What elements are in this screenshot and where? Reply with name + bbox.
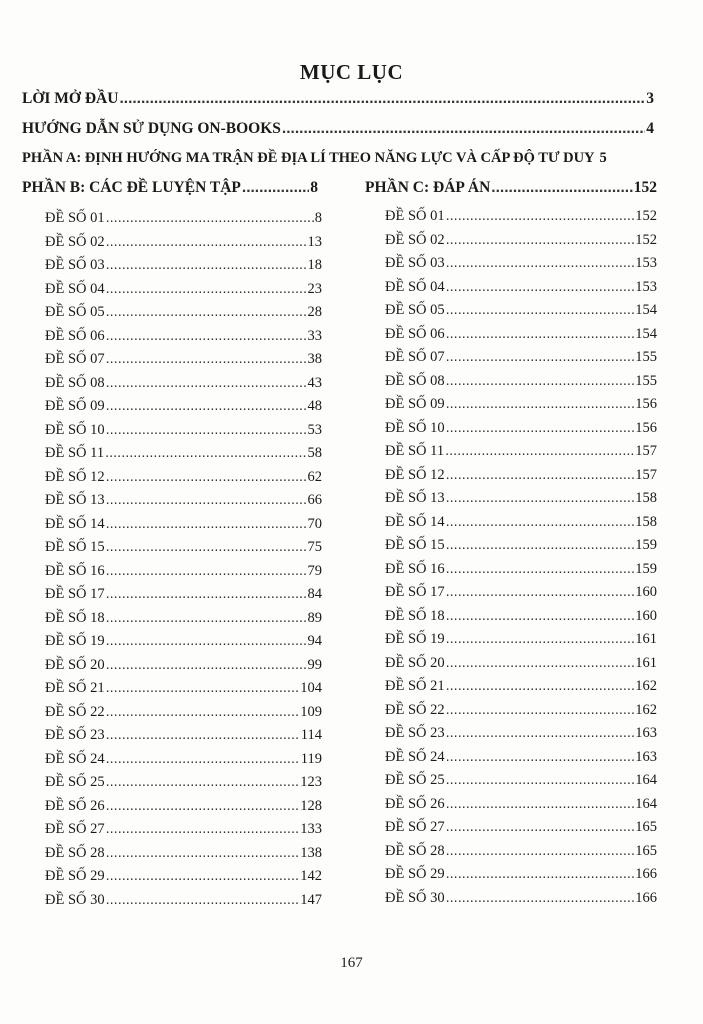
dot-leader	[106, 375, 307, 391]
toc-sub-entry-page: 162	[635, 701, 657, 718]
toc-sub-entry[interactable]	[45, 586, 322, 603]
toc-sub-entry[interactable]	[385, 796, 657, 813]
toc-sub-entry-label: ĐỀ SỐ 09	[45, 398, 105, 414]
toc-sub-entry-page: 158	[635, 513, 657, 530]
toc-sub-entry-page: 8	[314, 210, 322, 226]
toc-sub-entry-label: ĐỀ SỐ 24	[385, 748, 445, 765]
toc-sub-entry[interactable]	[385, 255, 657, 272]
toc-sub-entry[interactable]	[385, 725, 657, 742]
dot-leader	[446, 725, 635, 741]
toc-sub-entry-label: ĐỀ SỐ 26	[385, 795, 445, 812]
toc-entry-page: 8	[310, 179, 318, 196]
toc-sub-entry[interactable]	[45, 257, 322, 274]
dot-leader	[106, 469, 307, 485]
toc-entry-part-a[interactable]	[22, 150, 672, 167]
toc-sub-entry-page: 62	[307, 468, 322, 485]
toc-sub-entry-page: 13	[307, 233, 322, 250]
toc-sub-entry-label: ĐỀ SỐ 03	[385, 255, 445, 271]
toc-sub-entry[interactable]	[45, 798, 322, 815]
toc-sub-entry-page: 84	[307, 586, 322, 602]
dot-leader	[282, 120, 645, 138]
dot-leader	[446, 349, 635, 365]
toc-sub-entry-label: ĐỀ SỐ 08	[45, 374, 105, 391]
toc-sub-entry[interactable]	[385, 373, 657, 390]
toc-sub-entry[interactable]	[385, 631, 657, 648]
toc-sub-entry-label: ĐỀ SỐ 12	[45, 468, 105, 485]
dot-leader	[446, 819, 635, 835]
toc-entry-label: LỜI MỞ ĐẦU	[22, 90, 119, 107]
toc-sub-entry[interactable]	[385, 749, 657, 766]
toc-sub-entry-label: ĐỀ SỐ 19	[45, 633, 105, 649]
toc-sub-entry-label: ĐỀ SỐ 14	[45, 515, 105, 532]
dot-leader	[106, 492, 307, 508]
dot-leader	[106, 281, 307, 297]
toc-sub-entry-label: ĐỀ SỐ 28	[385, 842, 445, 859]
toc-sub-entry-page: 119	[300, 750, 322, 767]
toc-sub-entry[interactable]	[385, 326, 657, 343]
toc-sub-entry[interactable]	[45, 445, 322, 462]
toc-sub-entry-page: 28	[307, 304, 322, 320]
dot-leader	[446, 208, 635, 224]
toc-sub-entry[interactable]	[45, 398, 322, 415]
dot-leader	[106, 868, 300, 884]
toc-sub-entry-label: ĐỀ SỐ 15	[385, 537, 445, 553]
toc-sub-entry-page: 166	[635, 866, 657, 882]
toc-sub-entry-label: ĐỀ SỐ 12	[385, 466, 445, 483]
dot-leader	[446, 749, 635, 765]
toc-sub-entry-page: 33	[307, 327, 322, 344]
dot-leader	[446, 302, 635, 318]
toc-sub-entry[interactable]	[45, 751, 322, 768]
toc-sub-entry[interactable]	[385, 490, 657, 507]
toc-sub-entry[interactable]	[45, 234, 322, 251]
toc-sub-entry-page: 94	[307, 633, 322, 649]
dot-leader	[106, 351, 307, 367]
toc-sub-entry-page: 157	[635, 443, 657, 459]
toc-sub-entry[interactable]	[45, 892, 322, 909]
toc-sub-entry-label: ĐỀ SỐ 19	[385, 631, 445, 647]
dot-leader	[106, 680, 300, 696]
toc-sub-entry-page: 142	[300, 868, 322, 884]
dot-leader	[106, 516, 307, 532]
toc-sub-entry-label: ĐỀ SỐ 24	[45, 750, 105, 767]
toc-sub-entry[interactable]	[45, 610, 322, 627]
toc-entry-page: 5	[599, 150, 607, 166]
toc-sub-entry-label: ĐỀ SỐ 04	[385, 278, 445, 295]
toc-sub-entry[interactable]	[45, 633, 322, 650]
toc-sub-entry-label: ĐỀ SỐ 26	[45, 797, 105, 814]
dot-leader	[446, 866, 635, 882]
toc-sub-entry[interactable]	[385, 396, 657, 413]
toc-sub-entry-label: ĐỀ SỐ 02	[385, 231, 445, 248]
toc-sub-entry[interactable]	[385, 702, 657, 719]
toc-sub-entry-page: 161	[635, 654, 657, 671]
toc-entry-page: 4	[646, 120, 654, 137]
toc-sub-entry-page: 163	[635, 748, 657, 765]
toc-sub-entry-label: ĐỀ SỐ 20	[45, 656, 105, 673]
toc-sub-entry[interactable]	[385, 467, 657, 484]
toc-sub-entry-label: ĐỀ SỐ 23	[45, 727, 105, 743]
toc-sub-entry[interactable]	[385, 279, 657, 296]
toc-sub-entry[interactable]	[45, 469, 322, 486]
dot-leader	[446, 655, 635, 671]
toc-sub-entry-page: 159	[635, 560, 657, 577]
dot-leader	[106, 563, 307, 579]
toc-sub-entry-label: ĐỀ SỐ 18	[45, 609, 105, 626]
toc-sub-entry-label: ĐỀ SỐ 05	[45, 304, 105, 320]
dot-leader	[446, 772, 635, 788]
dot-leader	[106, 633, 307, 649]
dot-leader	[106, 727, 300, 743]
toc-sub-entry-page: 43	[307, 374, 322, 391]
toc-entry-page: 152	[633, 179, 657, 196]
dot-leader	[446, 584, 635, 600]
toc-sub-entry[interactable]	[385, 349, 657, 366]
dot-leader	[446, 678, 635, 694]
toc-sub-entry-page: 153	[635, 278, 657, 295]
toc-sub-entry-page: 114	[300, 727, 322, 743]
dot-leader	[446, 373, 635, 389]
toc-sub-entry[interactable]	[385, 655, 657, 672]
dot-leader	[242, 179, 309, 197]
dot-leader	[106, 210, 314, 226]
toc-sub-entry-label: ĐỀ SỐ 16	[385, 560, 445, 577]
dot-leader	[106, 234, 307, 250]
toc-sub-entry[interactable]	[385, 584, 657, 601]
toc-sub-entry-page: 89	[307, 609, 322, 626]
toc-sub-entry-page: 166	[635, 889, 657, 906]
dot-leader	[106, 774, 300, 790]
toc-entry-part-b[interactable]	[22, 179, 318, 197]
toc-sub-entry[interactable]	[45, 845, 322, 862]
dot-leader	[446, 490, 635, 506]
dot-leader	[106, 422, 307, 438]
toc-sub-entry-page: 53	[307, 421, 322, 438]
dot-leader	[106, 398, 307, 414]
toc-sub-entry-label: ĐỀ SỐ 10	[385, 419, 445, 436]
toc-sub-entry-page: 154	[635, 302, 657, 318]
toc-sub-entry-page: 138	[300, 844, 322, 861]
dot-leader	[446, 608, 635, 624]
toc-sub-entry-page: 18	[307, 257, 322, 273]
toc-sub-entry-page: 164	[635, 795, 657, 812]
toc-sub-entry-label: ĐỀ SỐ 03	[45, 257, 105, 273]
toc-sub-entry-label: ĐỀ SỐ 04	[45, 280, 105, 297]
toc-entry-intro[interactable]	[22, 90, 654, 108]
dot-leader	[106, 657, 307, 673]
toc-sub-entry-label: ĐỀ SỐ 11	[45, 445, 105, 461]
toc-sub-entry-page: 133	[300, 821, 322, 837]
dot-leader	[106, 586, 307, 602]
toc-sub-entry-label: ĐỀ SỐ 20	[385, 654, 445, 671]
toc-sub-entry-page: 152	[635, 208, 657, 224]
page-title: MỤC LỤC	[299, 60, 404, 84]
dot-leader	[119, 90, 645, 108]
dot-leader	[106, 704, 300, 720]
toc-sub-entry[interactable]	[45, 868, 322, 885]
toc-sub-entry-page: 157	[635, 466, 657, 483]
toc-sub-entry-label: ĐỀ SỐ 02	[45, 233, 105, 250]
toc-sub-entry[interactable]	[45, 680, 322, 697]
toc-sub-entry-label: ĐỀ SỐ 17	[45, 586, 105, 602]
toc-sub-entry[interactable]	[385, 537, 657, 554]
toc-sub-entry-label: ĐỀ SỐ 07	[385, 349, 445, 365]
toc-sub-entry-label: ĐỀ SỐ 29	[385, 866, 445, 882]
toc-sub-entry-label: ĐỀ SỐ 10	[45, 421, 105, 438]
toc-sub-entry-label: ĐỀ SỐ 21	[45, 680, 105, 696]
toc-sub-entry-label: ĐỀ SỐ 25	[45, 774, 105, 790]
dot-leader	[446, 255, 635, 271]
toc-sub-entry[interactable]	[45, 774, 322, 791]
toc-sub-entry-label: ĐỀ SỐ 25	[385, 772, 445, 788]
toc-sub-entry[interactable]	[45, 539, 322, 556]
toc-sub-entry[interactable]	[45, 563, 322, 580]
toc-entry-guide[interactable]	[22, 120, 654, 138]
toc-sub-entry-label: ĐỀ SỐ 15	[45, 539, 105, 555]
toc-sub-entry-page: 48	[307, 398, 322, 414]
toc-sub-entry[interactable]	[45, 492, 322, 509]
toc-entry-label: PHẦN B: CÁC ĐỀ LUYỆN TẬP	[22, 179, 241, 196]
toc-sub-entry-page: 163	[635, 725, 657, 741]
toc-sub-entry-label: ĐỀ SỐ 30	[385, 889, 445, 906]
toc-sub-entry-label: ĐỀ SỐ 22	[385, 701, 445, 718]
dot-leader	[106, 845, 300, 861]
toc-sub-entry[interactable]	[385, 232, 657, 249]
dot-leader	[446, 796, 635, 812]
toc-sub-entry-label: ĐỀ SỐ 17	[385, 584, 445, 600]
dot-leader	[445, 443, 634, 459]
toc-sub-entry-page: 79	[307, 562, 322, 579]
toc-entry-label: HƯỚNG DẪN SỬ DỤNG ON-BOOKS	[22, 120, 281, 137]
dot-leader	[106, 821, 300, 837]
dot-leader	[446, 890, 635, 906]
toc-sub-entry-page: 153	[635, 255, 657, 271]
dot-leader	[446, 702, 635, 718]
dot-leader	[106, 610, 307, 626]
toc-entry-page: 3	[646, 90, 654, 107]
toc-sub-entry-label: ĐỀ SỐ 29	[45, 868, 105, 884]
dot-leader	[106, 328, 307, 344]
toc-sub-entry[interactable]	[385, 890, 657, 907]
toc-sub-entry-label: ĐỀ SỐ 13	[385, 490, 445, 506]
dot-leader	[446, 467, 635, 483]
toc-sub-entry-label: ĐỀ SỐ 30	[45, 891, 105, 908]
dot-leader	[106, 798, 300, 814]
toc-sub-entry-page: 159	[635, 537, 657, 553]
toc-sub-entry-page: 58	[307, 445, 322, 461]
toc-sub-entry-label: ĐỀ SỐ 09	[385, 396, 445, 412]
toc-sub-entry-label: ĐỀ SỐ 22	[45, 703, 105, 720]
toc-sub-entry-page: 162	[635, 678, 657, 694]
toc-sub-entry-label: ĐỀ SỐ 28	[45, 844, 105, 861]
toc-entry-label: PHẦN A: ĐỊNH HƯỚNG MA TRẬN ĐỀ ĐỊA LÍ THEO NĂNG LỰC VÀ CẤP ĐỘ TƯ DUY	[22, 150, 595, 166]
toc-sub-entry[interactable]	[385, 514, 657, 531]
dot-leader	[106, 539, 307, 555]
toc-sub-entry[interactable]	[385, 443, 657, 460]
toc-sub-entry[interactable]	[385, 819, 657, 836]
toc-sub-entry-page: 161	[635, 631, 657, 647]
toc-sub-entry[interactable]	[385, 208, 657, 225]
dot-leader	[106, 892, 300, 908]
toc-sub-entry-label: ĐỀ SỐ 06	[385, 325, 445, 342]
dot-leader	[106, 257, 307, 273]
dot-leader	[446, 561, 635, 577]
toc-sub-entry-label: ĐỀ SỐ 27	[45, 821, 105, 837]
toc-sub-entry[interactable]	[385, 843, 657, 860]
toc-sub-entry-label: ĐỀ SỐ 11	[385, 443, 445, 459]
toc-sub-entry[interactable]	[45, 422, 322, 439]
toc-sub-entry-label: ĐỀ SỐ 21	[385, 678, 445, 694]
toc-sub-entry-page: 164	[635, 772, 657, 788]
toc-sub-entry-label: ĐỀ SỐ 05	[385, 302, 445, 318]
toc-sub-entry-label: ĐỀ SỐ 18	[385, 607, 445, 624]
toc-sub-entry[interactable]	[45, 210, 322, 227]
toc-sub-entry-page: 23	[307, 280, 322, 297]
toc-sub-entry-page: 165	[635, 842, 657, 859]
dot-leader	[446, 537, 635, 553]
dot-leader	[446, 514, 635, 530]
toc-sub-entry-page: 128	[300, 797, 322, 814]
toc-sub-entry[interactable]	[385, 420, 657, 437]
toc-sub-entry[interactable]	[45, 727, 322, 744]
toc-sub-entry-page: 156	[635, 419, 657, 436]
toc-sub-entry-page: 123	[300, 774, 322, 790]
toc-sub-entry[interactable]	[385, 772, 657, 789]
toc-sub-entry[interactable]	[45, 328, 322, 345]
toc-sub-entry[interactable]	[45, 657, 322, 674]
dot-leader	[446, 326, 635, 342]
toc-sub-entry-label: ĐỀ SỐ 27	[385, 819, 445, 835]
dot-leader	[446, 420, 635, 436]
toc-sub-entry-page: 152	[635, 231, 657, 248]
toc-sub-entry-label: ĐỀ SỐ 01	[385, 208, 445, 224]
toc-sub-entry[interactable]	[385, 608, 657, 625]
dot-leader	[106, 304, 307, 320]
toc-sub-entry-page: 99	[307, 656, 322, 673]
toc-sub-entry-page: 70	[307, 515, 322, 532]
toc-sub-entry-page: 66	[307, 492, 322, 508]
toc-sub-entry-page: 109	[300, 703, 322, 720]
toc-sub-entry[interactable]	[45, 516, 322, 533]
toc-sub-entry-page: 155	[635, 349, 657, 365]
toc-sub-entry-page: 160	[635, 584, 657, 600]
toc-sub-entry-page: 104	[300, 680, 322, 696]
toc-sub-entry-label: ĐỀ SỐ 08	[385, 372, 445, 389]
toc-sub-entry[interactable]	[385, 302, 657, 319]
dot-leader	[446, 631, 635, 647]
toc-sub-entry[interactable]	[45, 281, 322, 298]
toc-sub-entry[interactable]	[385, 866, 657, 883]
toc-sub-entry[interactable]	[45, 351, 322, 368]
toc-sub-entry-label: ĐỀ SỐ 06	[45, 327, 105, 344]
toc-sub-entry-label: ĐỀ SỐ 14	[385, 513, 445, 530]
toc-entry-label: PHẦN C: ĐÁP ÁN	[365, 179, 491, 196]
toc-sub-entry-page: 165	[635, 819, 657, 835]
toc-sub-entry-label: ĐỀ SỐ 16	[45, 562, 105, 579]
dot-leader	[106, 751, 300, 767]
page-number: 167	[340, 955, 363, 971]
toc-sub-entry-page: 160	[635, 607, 657, 624]
toc-sub-entry-label: ĐỀ SỐ 13	[45, 492, 105, 508]
toc-sub-entry[interactable]	[45, 304, 322, 321]
toc-sub-entry[interactable]	[45, 821, 322, 838]
toc-sub-entry-page: 75	[307, 539, 322, 555]
dot-leader	[105, 445, 306, 461]
dot-leader	[446, 843, 635, 859]
toc-sub-entry-label: ĐỀ SỐ 01	[45, 210, 105, 226]
toc-sub-entry-page: 156	[635, 396, 657, 412]
toc-sub-entry[interactable]	[45, 375, 322, 392]
dot-leader	[446, 232, 635, 248]
toc-sub-entry-label: ĐỀ SỐ 07	[45, 351, 105, 367]
toc-sub-entry[interactable]	[385, 561, 657, 578]
dot-leader	[446, 279, 635, 295]
dot-leader	[446, 396, 635, 412]
toc-sub-entry-page: 38	[307, 351, 322, 367]
toc-sub-entry-page: 147	[300, 891, 322, 908]
toc-sub-entry-page: 155	[635, 372, 657, 389]
toc-entry-part-c[interactable]	[365, 179, 657, 197]
toc-sub-entry-label: ĐỀ SỐ 23	[385, 725, 445, 741]
dot-leader	[491, 179, 632, 197]
toc-sub-entry[interactable]	[385, 678, 657, 695]
toc-sub-entry-page: 158	[635, 490, 657, 506]
toc-sub-entry-page: 154	[635, 325, 657, 342]
toc-sub-entry[interactable]	[45, 704, 322, 721]
